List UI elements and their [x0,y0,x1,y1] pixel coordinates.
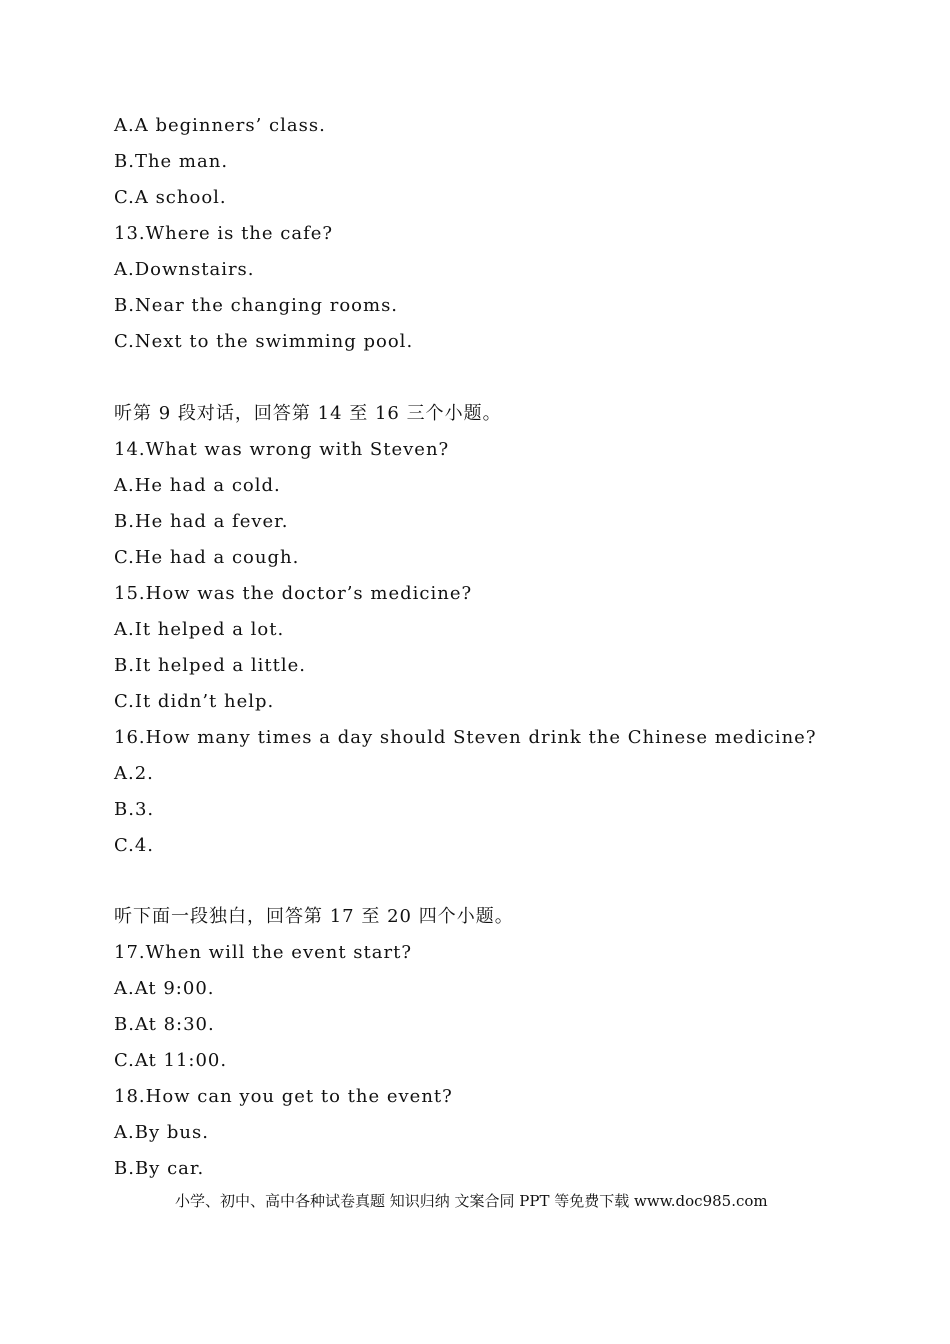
section-instruction-monologue: 听下面一段独白，回答第 17 至 20 四个小题。 [114,906,514,927]
option-14c: C.He had a cough. [114,547,300,568]
option-12a: A.A beginners’ class. [114,115,326,136]
option-13c: C.Next to the swimming pool. [114,331,414,352]
option-17a: A.At 9:00. [114,978,215,999]
option-18a: A.By bus. [114,1122,209,1143]
option-13b: B.Near the changing rooms. [114,295,399,316]
option-16a: A.2. [114,763,154,784]
option-14a: A.He had a cold. [114,475,281,496]
page-footer: 小学、初中、高中各种试卷真题 知识归纳 文案合同 PPT 等免费下载 www.doc985.com [175,1192,768,1210]
question-14: 14.What was wrong with Steven? [114,439,450,460]
question-16: 16.How many times a day should Steven drink the Chinese medicine? [114,727,817,748]
option-15b: B.It helped a little. [114,655,306,676]
option-17c: C.At 11:00. [114,1050,228,1071]
option-12c: C.A school. [114,187,227,208]
option-17b: B.At 8:30. [114,1014,215,1035]
question-15: 15.How was the doctor’s medicine? [114,583,473,604]
option-16c: C.4. [114,835,155,856]
option-14b: B.He had a fever. [114,511,289,532]
question-18: 18.How can you get to the event? [114,1086,453,1107]
option-15a: A.It helped a lot. [114,619,285,640]
option-12b: B.The man. [114,151,229,172]
option-18b: B.By car. [114,1158,205,1179]
option-13a: A.Downstairs. [114,259,255,280]
option-15c: C.It didn’t help. [114,691,275,712]
option-16b: B.3. [114,799,155,820]
question-13: 13.Where is the cafe? [114,223,334,244]
section-instruction-9: 听第 9 段对话，回答第 14 至 16 三个小题。 [114,403,502,424]
question-17: 17.When will the event start? [114,942,412,963]
